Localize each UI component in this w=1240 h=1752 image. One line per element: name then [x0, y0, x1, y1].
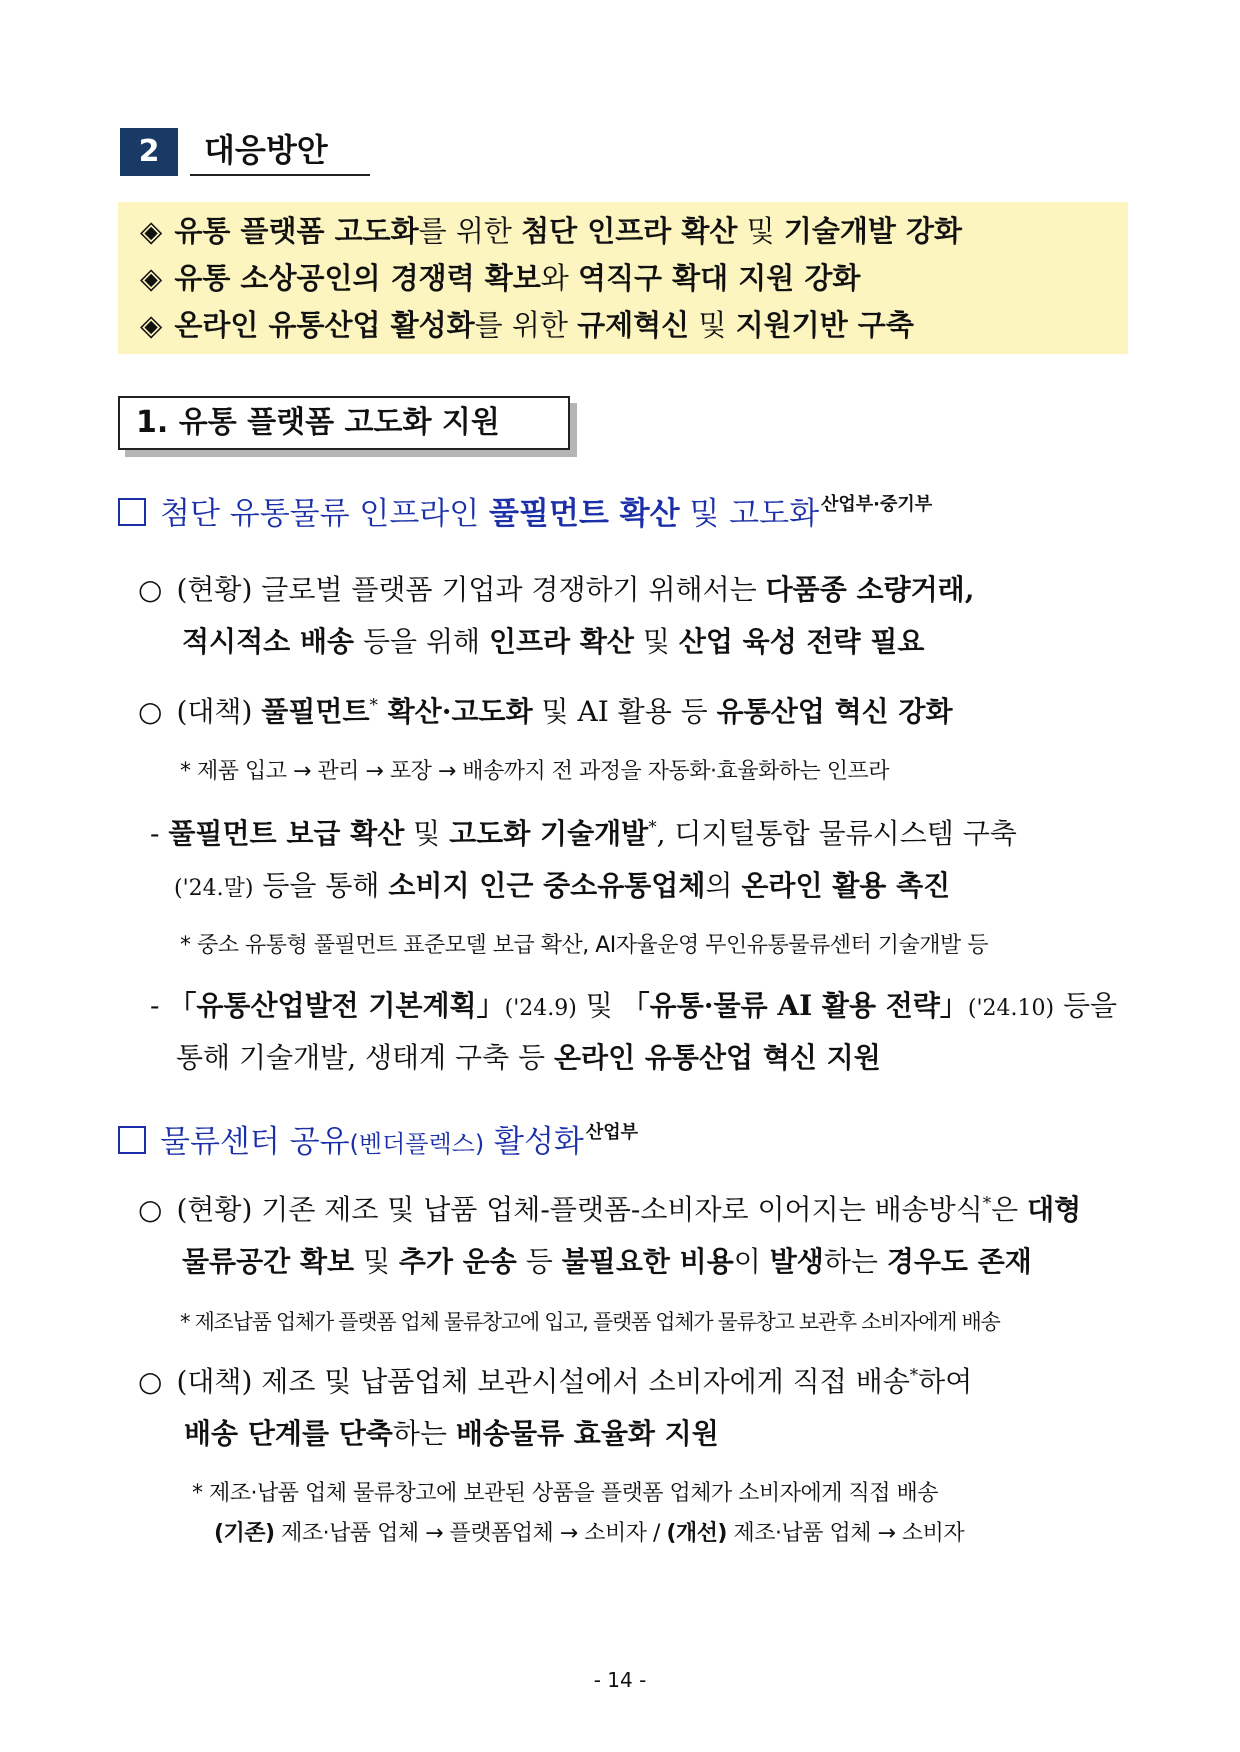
section-title: 대응방안 — [190, 128, 370, 176]
topic1-policy-line: ○ (대책) 풀필먼트* 확산·고도화 및 AI 활용 등 유통산업 혁신 강화 — [138, 694, 953, 728]
topic-heading-1: 첨단 유통물류 인프라인 풀필먼트 확산 및 고도화 $^{산업부\cdot 중기부}$ — [118, 488, 932, 533]
topic1-dash1-note: * 중소 유통형 풀필먼트 표준모델 보급 확산, AI자율운영 무인유통물류센터 기술개발 등 — [180, 933, 989, 958]
summary-line-1: ◈ 유통 플랫폼 고도화를 위한 첨단 인프라 확산 및 기술개발 강화 — [140, 214, 963, 248]
topic1-dash1-line-1: - 풀필먼트 보급 확산 및 고도화 기술개발*, 디지털통합 물류시스템 구축 — [150, 816, 1017, 850]
subsection-heading: 1. 유통 플랫폼 고도화 지원 — [118, 396, 570, 450]
topic1-policy-note: * 제품 입고 → 관리 → 포장 → 배송까지 전 과정을 자동화·효율화하는 인프라 — [180, 759, 890, 784]
checkbox-square-icon — [118, 498, 146, 526]
ministry-tag: 산업부 — [585, 1122, 639, 1143]
diamond-bullet-icon: ◈ — [140, 261, 163, 295]
circle-bullet-icon: ○ — [138, 695, 163, 728]
topic1-status-line-1: ○ (현황) 글로벌 플랫폼 기업과 경쟁하기 위해서는 다품종 소량거래, — [138, 573, 975, 606]
summary-box — [118, 202, 1128, 354]
topic2-policy-line-2: 배송 단계를 단축하는 배송물류 효율화 지원 — [184, 1417, 719, 1450]
circle-bullet-icon: ○ — [138, 1365, 163, 1398]
topic1-dash2-line-1: - 「유통산업발전 기본계획」('24.9) 및 「유통·물류 AI 활용 전략」('24.10) 등을 — [150, 989, 1118, 1022]
summary-line-2: ◈ 유통 소상공인의 경쟁력 확보와 역직구 확대 지원 강화 — [140, 261, 861, 295]
topic2-policy-note-1: * 제조·납품 업체 물류창고에 보관된 상품을 플랫폼 업체가 소비자에게 직접 배송 — [192, 1481, 938, 1506]
circle-bullet-icon: ○ — [138, 1193, 163, 1226]
page-number: - 14 - — [593, 1668, 647, 1692]
topic2-status-line-2: 물류공간 확보 및 추가 운송 등 불필요한 비용이 발생하는 경우도 존재 — [182, 1245, 1032, 1278]
diamond-bullet-icon: ◈ — [140, 214, 163, 248]
section-number: 2 — [120, 128, 178, 176]
topic1-dash2-line-2: 통해 기술개발, 생태계 구축 등 온라인 유통산업 혁신 지원 — [176, 1041, 881, 1074]
topic1-dash1-line-2: ('24.말) 등을 통해 소비지 인근 중소유통업체의 온라인 활용 촉진 — [174, 869, 951, 902]
circle-bullet-icon: ○ — [138, 573, 163, 606]
topic2-policy-note-2: (기존) 제조·납품 업체 → 플랫폼업체 → 소비자 / (개선) 제조·납품 업체 → 소비자 — [214, 1521, 965, 1546]
topic2-policy-line-1: ○ (대책) 제조 및 납품업체 보관시설에서 소비자에게 직접 배송*하여 — [138, 1364, 973, 1398]
topic-heading-2: 물류센터 공유(벤더플렉스) 활성화 $^{산업부}$ — [118, 1116, 638, 1161]
topic2-status-note: * 제조납품 업체가 플랫폼 업체 물류창고에 입고, 플랫폼 업체가 물류창고 보관후 소비자에게 배송 — [180, 1310, 1000, 1334]
topic2-status-line-1: ○ (현황) 기존 제조 및 납품 업체-플랫폼-소비자로 이어지는 배송방식*은 대형 — [138, 1192, 1082, 1226]
diamond-bullet-icon: ◈ — [140, 308, 163, 342]
summary-line-3: ◈ 온라인 유통산업 활성화를 위한 규제혁신 및 지원기반 구축 — [140, 308, 914, 342]
topic1-status-line-2: 적시적소 배송 등을 위해 인프라 확산 및 산업 육성 전략 필요 — [182, 625, 925, 658]
checkbox-square-icon — [118, 1126, 146, 1154]
ministry-tag: 산업부·중기부 — [821, 494, 933, 515]
